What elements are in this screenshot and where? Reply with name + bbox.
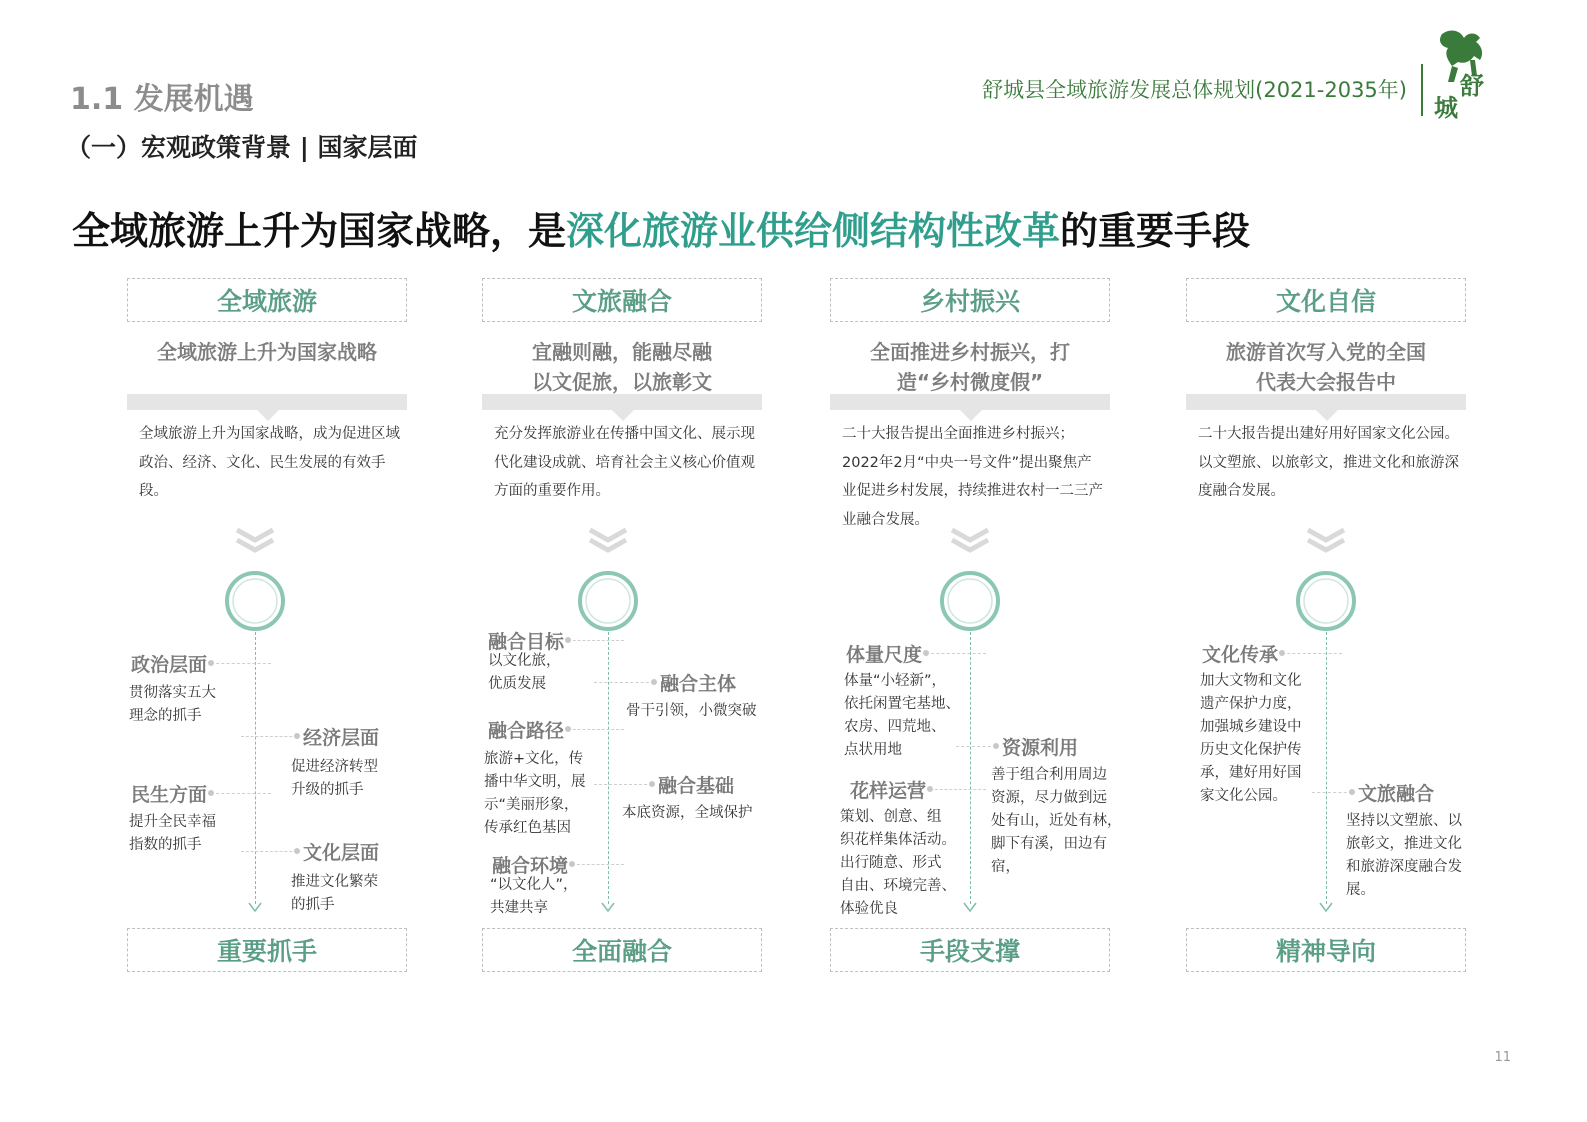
item-description-line: 历史文化保护传 <box>1200 742 1302 758</box>
item-label: 文化传承 <box>1202 644 1279 666</box>
item-label: 花样运营 <box>850 780 927 802</box>
item-description-line: 依托闲置宅基地、 <box>844 696 960 712</box>
item-connector <box>211 663 271 664</box>
item-description-line: 点状用地 <box>844 742 902 758</box>
item-description-line: 展。 <box>1346 882 1375 898</box>
item-description-line: 促进经济转型 <box>291 759 378 775</box>
item-description <box>488 650 598 696</box>
item-description-line: 织花样集体活动。 <box>840 832 956 848</box>
item-description-line: 家文化公园。 <box>1200 788 1287 804</box>
item-description-line: 升级的抓手 <box>291 782 364 798</box>
circle-ring-icon <box>1295 570 1357 632</box>
item-label: 文旅融合 <box>1358 783 1435 805</box>
item-label: 民生方面 <box>131 784 208 806</box>
column-slogan <box>1186 337 1466 397</box>
circle-ring-icon <box>577 570 639 632</box>
item-description-line: 旅游+文化，传 <box>484 751 584 767</box>
item-description <box>484 748 604 840</box>
item-description <box>1346 810 1486 902</box>
slogan-line: 造“乡村微度假” <box>896 370 1044 394</box>
divider-bar <box>482 394 762 410</box>
column-bottom-box: 全面融合 <box>482 928 762 972</box>
divider-bar <box>1186 394 1466 410</box>
item-description <box>844 670 974 762</box>
item-label: 体量尺度 <box>846 644 923 666</box>
connector-dot <box>649 781 655 787</box>
column-3 <box>830 0 1122 1122</box>
document-title: 舒城县全域旅游发展总体规划(2021-2035年) <box>982 78 1407 102</box>
item-description-line: 贯彻落实五大 <box>129 685 216 701</box>
item-label: 经济层面 <box>303 727 380 749</box>
item-description-line: 提升全民幸福 <box>129 814 216 830</box>
item-label: 融合目标 <box>488 631 565 653</box>
slogan-line: 宜融则融，能融尽融 <box>532 340 712 364</box>
timeline-line <box>255 632 256 904</box>
item-description-line: 体量“小轻新”， <box>844 673 947 689</box>
column-title-box: 文旅融合 <box>482 278 762 322</box>
column-slogan <box>482 337 762 397</box>
slogan-line: 代表大会报告中 <box>1256 370 1396 394</box>
page-number: 11 <box>1494 1050 1511 1065</box>
item-connector <box>572 864 624 865</box>
connector-dot <box>294 733 300 739</box>
item-description-line: 旅彰文，推进文化 <box>1346 836 1462 852</box>
item-description <box>626 700 776 723</box>
column-1 <box>127 0 409 1122</box>
double-chevron-down-icon <box>588 528 628 554</box>
connector-dot <box>208 790 214 796</box>
connector-dot <box>569 861 575 867</box>
connector-dot <box>927 786 933 792</box>
connector-dot <box>294 848 300 854</box>
slogan-line: 以文促旅，以旅彰文 <box>532 370 712 394</box>
item-description-line: 坚持以文塑旅、以 <box>1346 813 1462 829</box>
item-description-line: 策划、创意、组 <box>840 809 942 825</box>
slogan-line: 全域旅游上升为国家战略 <box>157 340 377 364</box>
item-description-line: 加强城乡建设中 <box>1200 719 1302 735</box>
column-description: 二十大报告提出建好用好国家文化公园。以文塑旅、以旅彰文，推进文化和旅游深度融合发展。 <box>1198 426 1459 499</box>
headline-part-1: 全域旅游上升为国家战略，是 <box>72 209 567 253</box>
item-description-line: 优质发展 <box>488 676 546 692</box>
item-description <box>991 764 1136 879</box>
item-description-line: 的抓手 <box>291 897 335 913</box>
item-description-line: 出行随意、形式 <box>840 855 942 871</box>
item-description-line: 和旅游深度融合发 <box>1346 859 1462 875</box>
item-description-line: 脚下有溪，田边有 <box>991 836 1107 852</box>
item-description-line: 农房、四荒地、 <box>844 719 946 735</box>
item-description-line: 承，建好用好国 <box>1200 765 1302 781</box>
column-slogan <box>830 337 1110 397</box>
connector-dot <box>565 726 571 732</box>
item-connector <box>930 789 986 790</box>
connector-dot <box>651 679 657 685</box>
connector-dot <box>993 743 999 749</box>
item-description <box>622 802 772 825</box>
item-description-line: 本底资源，全域保护 <box>622 805 753 821</box>
divider-bar <box>127 394 407 410</box>
item-description-line: 推进文化繁荣 <box>291 874 378 890</box>
connector-dot <box>1279 650 1285 656</box>
item-description-line: 遗产保护力度， <box>1200 696 1302 712</box>
item-description <box>291 871 411 917</box>
column-title-box: 文化自信 <box>1186 278 1466 322</box>
item-description-line: 示“美丽形象， <box>484 797 579 813</box>
item-label: 文化层面 <box>303 842 380 864</box>
item-connector <box>568 729 624 730</box>
item-description <box>129 682 239 728</box>
double-chevron-down-icon <box>235 528 275 554</box>
item-connector <box>956 746 996 747</box>
item-description-line: 以文化旅， <box>488 653 561 669</box>
item-description-line: 共建共享 <box>490 900 548 916</box>
item-connector <box>241 851 297 852</box>
item-description <box>1200 670 1330 808</box>
item-description-line: 宿， <box>991 859 1020 875</box>
item-connector <box>1282 653 1342 654</box>
item-description-line: 播中华文明，展 <box>484 774 586 790</box>
item-label: 融合主体 <box>660 673 737 695</box>
item-label: 融合环境 <box>492 855 569 877</box>
connector-dot <box>208 660 214 666</box>
item-label: 政治层面 <box>131 654 208 676</box>
column-slogan <box>127 337 407 367</box>
item-description-line: 骨干引领，小微突破 <box>626 703 757 719</box>
item-connector <box>211 793 271 794</box>
item-description-line: 善于组合利用周边 <box>991 767 1107 783</box>
circle-ring-icon <box>939 570 1001 632</box>
connector-dot <box>923 650 929 656</box>
item-label: 资源利用 <box>1002 737 1079 759</box>
arrow-down-icon <box>248 902 262 914</box>
column-title-box: 乡村振兴 <box>830 278 1110 322</box>
double-chevron-down-icon <box>1306 528 1346 554</box>
item-connector <box>1312 792 1352 793</box>
logo-char-1: 舒 <box>1460 71 1484 100</box>
slogan-line: 全面推进乡村振兴，打 <box>870 340 1070 364</box>
item-label: 融合基础 <box>658 775 735 797</box>
column-description: 充分发挥旅游业在传播中国文化、展示现代化建设成就、培育社会主义核心价值观方面的重要作用。 <box>494 426 755 499</box>
arrow-down-icon <box>1319 902 1333 914</box>
double-chevron-down-icon <box>950 528 990 554</box>
section-title: 1.1 发展机遇 <box>70 82 254 117</box>
logo-char-2: 城 <box>1434 93 1458 122</box>
item-description <box>490 874 610 920</box>
column-description: 全域旅游上升为国家战略，成为促进区域政治、经济、文化、民生发展的有效手段。 <box>139 426 400 499</box>
slogan-line: 旅游首次写入党的全国 <box>1226 340 1426 364</box>
item-description-line: 体验优良 <box>840 901 898 917</box>
item-description <box>129 811 239 857</box>
item-connector <box>568 640 624 641</box>
column-4 <box>1186 0 1468 1122</box>
item-description-line: 自由、环境完善、 <box>840 878 956 894</box>
column-bottom-box: 重要抓手 <box>127 928 407 972</box>
item-connector <box>594 784 652 785</box>
item-connector <box>241 736 297 737</box>
subsection-title: （一）宏观政策背景 | 国家层面 <box>66 133 418 162</box>
column-bottom-box: 精神导向 <box>1186 928 1466 972</box>
divider-bar <box>830 394 1110 410</box>
connector-dot <box>565 637 571 643</box>
item-description-line: 加大文物和文化 <box>1200 673 1302 689</box>
item-label: 融合路径 <box>488 720 565 742</box>
item-connector <box>594 682 654 683</box>
column-bottom-box: 手段支撑 <box>830 928 1110 972</box>
item-description-line: “以文化人”， <box>490 877 578 893</box>
column-title-box: 全域旅游 <box>127 278 407 322</box>
item-description <box>840 806 970 921</box>
connector-dot <box>1349 789 1355 795</box>
headline-part-2: 的重要手段 <box>1060 209 1251 253</box>
column-description: 二十大报告提出全面推进乡村振兴；2022年2月“中央一号文件”提出聚焦产业促进乡村发展，持续推进农村一二三产业融合发展。 <box>842 426 1103 528</box>
circle-ring-icon <box>224 570 286 632</box>
column-2 <box>482 0 764 1122</box>
item-description-line: 理念的抓手 <box>129 708 202 724</box>
item-description-line: 指数的抓手 <box>129 837 202 853</box>
item-description <box>291 756 411 802</box>
item-description-line: 传承红色基因 <box>484 820 571 836</box>
headline-highlight: 深化旅游业供给侧结构性改革 <box>566 209 1061 253</box>
item-connector <box>926 653 986 654</box>
item-description-line: 处有山，近处有林， <box>991 813 1122 829</box>
item-description-line: 资源，尽力做到远 <box>991 790 1107 806</box>
